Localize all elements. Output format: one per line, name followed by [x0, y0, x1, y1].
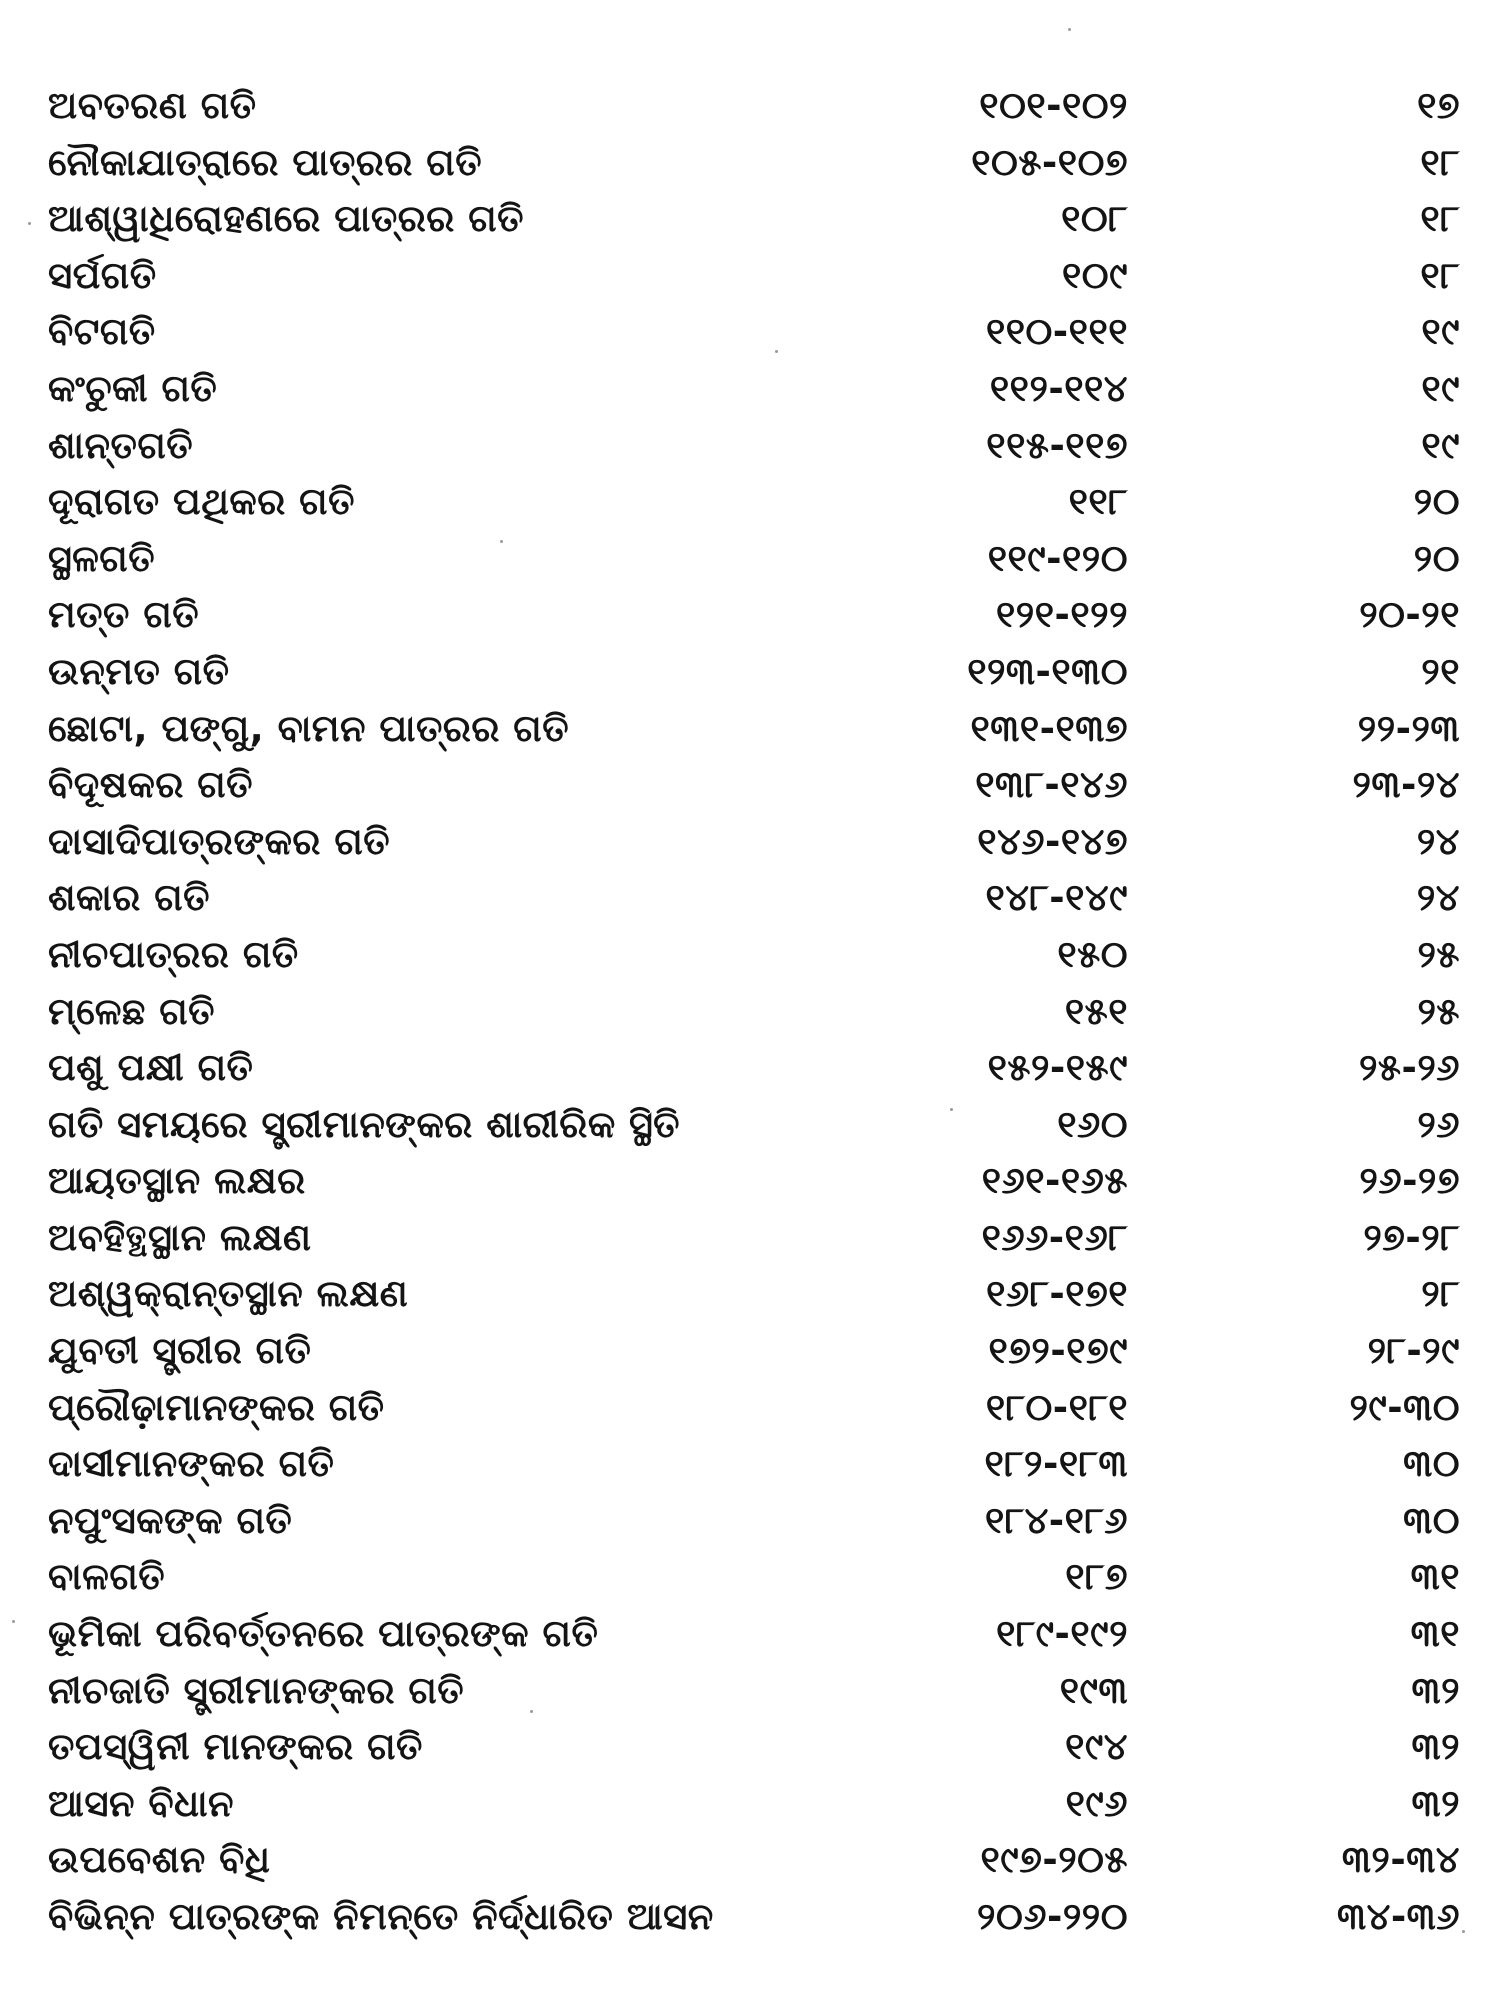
- toc-row: [0, 814, 1500, 871]
- toc-entry-title: ନୌକାଯାତ୍ରାରେ ପାତ୍ରର ଗତି: [48, 140, 483, 184]
- toc-entry-page: ୨୫-୨୬: [1358, 1046, 1460, 1090]
- toc-entry-verses: ୧୮୦-୧୮୧: [985, 1385, 1128, 1429]
- toc-entry-title: ଗତି ସମୟରେ ସ୍ତ୍ରୀମାନଙ୍କର ଶାରୀରିକ ସ୍ଥିତି: [48, 1102, 681, 1146]
- toc-entry-page: ୩୨: [1411, 1781, 1460, 1825]
- toc-entry-verses: ୧୭୨-୧୭୯: [988, 1329, 1128, 1373]
- toc-row: [0, 1153, 1500, 1210]
- toc-row: [0, 78, 1500, 135]
- table-of-contents: [0, 78, 1500, 1946]
- toc-entry-page: ୩୦: [1403, 1498, 1460, 1542]
- toc-row: [0, 135, 1500, 192]
- scan-speck: [530, 1710, 533, 1713]
- toc-entry-page: ୨୫: [1417, 989, 1460, 1033]
- toc-entry-title: ନୀଚପାତ୍ରର ଗତି: [48, 932, 299, 976]
- toc-entry-page: ୩୨-୩୪: [1341, 1838, 1460, 1882]
- toc-entry-page: ୨୮-୨୯: [1367, 1329, 1460, 1373]
- toc-entry-title: ଛୋଟା, ପଙ୍ଗୁ, ବାମନ ପାତ୍ରର ଗତି: [48, 706, 570, 750]
- toc-entry-page: ୩୦: [1403, 1442, 1460, 1486]
- toc-row: [0, 418, 1500, 475]
- toc-entry-verses: ୧୧୨-୧୧୪: [989, 366, 1128, 410]
- toc-entry-page: ୧୮: [1420, 197, 1460, 241]
- toc-row: [0, 1323, 1500, 1380]
- toc-entry-verses: ୧୬୦: [1057, 1102, 1128, 1146]
- toc-entry-title: ବାଳଗତି: [48, 1555, 166, 1599]
- toc-entry-verses: ୧୧୮: [1068, 480, 1128, 524]
- toc-entry-verses: ୧୨୩-୧୩୦: [967, 649, 1128, 693]
- toc-entry-title: ଯୁବତୀ ସ୍ତ୍ରୀର ଗତି: [48, 1329, 312, 1373]
- toc-entry-title: ଅବତରଣ ଗତି: [48, 84, 257, 127]
- toc-entry-title: ଉନ୍ମତ ଗତି: [48, 649, 230, 693]
- toc-entry-verses: ୧୦୮: [1061, 197, 1128, 241]
- scan-speck: [775, 350, 778, 353]
- toc-row: [0, 701, 1500, 758]
- toc-entry-page: ୨୪: [1416, 876, 1460, 920]
- toc-row: [0, 757, 1500, 814]
- toc-entry-title: ବିଟଗତି: [48, 310, 156, 354]
- toc-entry-title: ଅଶ୍ୱକ୍ରାନ୍ତସ୍ଥାନ ଲକ୍ଷଣ: [48, 1272, 409, 1316]
- toc-entry-title: କଂଚୁକୀ ଗତି: [48, 366, 218, 410]
- toc-entry-page: ୩୨: [1411, 1668, 1460, 1712]
- toc-entry-verses: ୧୯୬: [1065, 1781, 1128, 1825]
- toc-row: [0, 870, 1500, 927]
- toc-entry-title: ଦାସାଦିପାତ୍ରଙ୍କର ଗତି: [48, 819, 391, 863]
- toc-entry-page: ୩୪-୩୬: [1337, 1895, 1460, 1938]
- toc-row: [0, 191, 1500, 248]
- toc-row: [0, 304, 1500, 361]
- toc-entry-page: ୧୯: [1421, 366, 1460, 410]
- toc-row: [0, 644, 1500, 701]
- toc-row: [0, 1832, 1500, 1889]
- toc-entry-title: ନପୁଂସକଙ୍କ ଗତି: [48, 1498, 293, 1542]
- toc-row: [0, 361, 1500, 418]
- scan-speck: [1068, 28, 1071, 31]
- toc-row: [0, 587, 1500, 644]
- toc-entry-page: ୧୮: [1420, 140, 1460, 184]
- toc-entry-verses: ୧୫୨-୧୫୯: [987, 1046, 1128, 1090]
- toc-entry-verses: ୧୮୪-୧୮୬: [985, 1498, 1128, 1542]
- toc-row: [0, 1663, 1500, 1720]
- toc-entry-title: ପଶୁ ପକ୍ଷୀ ଗତି: [48, 1046, 254, 1090]
- scan-speck: [28, 222, 31, 225]
- scan-speck: [1462, 1930, 1465, 1933]
- toc-entry-page: ୨୮: [1421, 1272, 1460, 1316]
- toc-entry-title: ସର୍ପଗତି: [48, 253, 157, 297]
- toc-entry-verses: ୧୦୯: [1062, 253, 1128, 297]
- toc-row: [0, 984, 1500, 1041]
- scan-speck: [500, 540, 503, 543]
- toc-entry-page: ୧୯: [1421, 423, 1460, 467]
- toc-row: [0, 474, 1500, 531]
- toc-entry-title: ମତ୍ତ ଗତି: [48, 593, 200, 637]
- toc-entry-page: ୧୮: [1420, 253, 1460, 297]
- toc-entry-verses: ୧୯୭-୨୦୫: [980, 1838, 1128, 1882]
- toc-entry-title: ଶାନ୍ତଗତି: [48, 423, 194, 467]
- toc-entry-page: ୨୦: [1413, 536, 1460, 580]
- toc-row: [0, 927, 1500, 984]
- toc-entry-verses: ୧୪୬-୧୪୭: [977, 819, 1128, 863]
- toc-entry-verses: ୧୩୮-୧୪୬: [975, 763, 1128, 807]
- toc-row: [0, 1266, 1500, 1323]
- toc-entry-title: ଉପବେଶନ ବିଧି: [48, 1838, 271, 1882]
- toc-entry-page: ୨୧: [1421, 649, 1460, 693]
- toc-entry-page: ୨୦: [1413, 480, 1460, 524]
- toc-entry-page: ୧୭: [1417, 84, 1460, 127]
- scan-speck: [12, 1620, 15, 1623]
- toc-row: [0, 1889, 1500, 1946]
- toc-entry-page: ୨୪: [1416, 819, 1460, 863]
- toc-entry-title: ଶକାର ଗତି: [48, 876, 211, 920]
- toc-entry-verses: ୧୫୦: [1057, 932, 1128, 976]
- toc-entry-page: ୨୦-୨୧: [1359, 593, 1460, 637]
- toc-entry-verses: ୧୫୧: [1064, 989, 1128, 1033]
- toc-row: [0, 1380, 1500, 1437]
- toc-entry-page: ୨୩-୨୪: [1352, 763, 1460, 807]
- toc-row: [0, 1210, 1500, 1267]
- toc-entry-title: ଆସନ ବିଧାନ: [48, 1781, 235, 1825]
- toc-entry-verses: ୨୦୬-୨୨୦: [977, 1895, 1128, 1938]
- toc-entry-title: ଦୂରାଗତ ପଥିକର ଗତି: [48, 480, 355, 524]
- toc-entry-page: ୨୯-୩୦: [1349, 1385, 1460, 1429]
- toc-entry-verses: ୧୬୬-୧୬୮: [981, 1215, 1128, 1259]
- scan-speck: [950, 1108, 953, 1111]
- toc-entry-page: ୨୨-୨୩: [1357, 706, 1460, 750]
- toc-entry-verses: ୧୬୧-୧୬୫: [981, 1159, 1128, 1203]
- toc-row: [0, 1719, 1500, 1776]
- toc-entry-page: ୩୨: [1411, 1725, 1460, 1769]
- toc-entry-title: ଆଶ୍ୱାଧିରୋହଣରେ ପାତ୍ରର ଗତି: [48, 197, 524, 241]
- toc-row: [0, 1040, 1500, 1097]
- toc-entry-title: ଅବହିତ୍ଥସ୍ଥାନ ଲକ୍ଷଣ: [48, 1215, 312, 1259]
- toc-entry-verses: ୧୮୭: [1065, 1555, 1128, 1599]
- toc-entry-verses: ୧୯୪: [1065, 1725, 1128, 1769]
- toc-row: [0, 1436, 1500, 1493]
- toc-entry-page: ୩୧: [1410, 1612, 1460, 1656]
- toc-row: [0, 1776, 1500, 1833]
- toc-entry-page: ୧୯: [1421, 310, 1460, 354]
- toc-entry-title: ଭୂମିକା ପରିବର୍ତ୍ତନରେ ପାତ୍ରଙ୍କ ଗତି: [48, 1612, 599, 1656]
- toc-entry-title: ବିଦୂଷକର ଗତି: [48, 763, 254, 807]
- toc-entry-title: ବିଭିନ୍ନ ପାତ୍ରଙ୍କ ନିମନ୍ତେ ନିର୍ଦ୍ଧାରିତ ଆସନ: [48, 1895, 714, 1938]
- toc-entry-verses: ୧୦୫-୧୦୭: [971, 140, 1128, 184]
- toc-entry-title: ନୀଚଜାତି ସ୍ତ୍ରୀମାନଙ୍କର ଗତି: [48, 1668, 465, 1712]
- toc-entry-verses: ୧୬୮-୧୭୧: [986, 1272, 1128, 1316]
- toc-entry-verses: ୧୧୫-୧୧୭: [986, 423, 1128, 467]
- toc-entry-page: ୨୫: [1417, 932, 1460, 976]
- toc-entry-verses: ୧୯୩: [1059, 1668, 1128, 1712]
- toc-row: [0, 531, 1500, 588]
- toc-entry-title: ତପସ୍ୱିନୀ ମାନଙ୍କର ଗତି: [48, 1725, 423, 1769]
- toc-row: [0, 1606, 1500, 1663]
- toc-entry-verses: ୧୦୧-୧୦୨: [979, 84, 1128, 127]
- toc-entry-verses: ୧୩୧-୧୩୭: [970, 706, 1128, 750]
- toc-entry-verses: ୧୪୮-୧୪୯: [985, 876, 1128, 920]
- toc-entry-page: ୨୭-୨୮: [1363, 1215, 1460, 1259]
- toc-row: [0, 1493, 1500, 1550]
- toc-entry-verses: ୧୮୨-୧୮୩: [984, 1442, 1128, 1486]
- toc-entry-verses: ୧୨୧-୧୨୨: [996, 593, 1128, 637]
- toc-entry-title: ଦାସୀମାନଙ୍କର ଗତି: [48, 1442, 335, 1486]
- toc-row: [0, 248, 1500, 305]
- toc-entry-page: ୩୧: [1410, 1555, 1460, 1599]
- toc-entry-title: ସ୍ଥଳଗତି: [48, 536, 156, 580]
- toc-row: [0, 1097, 1500, 1154]
- toc-entry-verses: ୧୧୯-୧୨୦: [987, 536, 1128, 580]
- toc-entry-title: ଆୟତସ୍ଥାନ ଲକ୍ଷର: [48, 1159, 306, 1203]
- toc-entry-verses: ୧୮୯-୧୯୨: [996, 1612, 1128, 1656]
- toc-entry-verses: ୧୧୦-୧୧୧: [985, 310, 1128, 354]
- toc-entry-title: ପ୍ରୌଢ଼ାମାନଙ୍କର ଗତି: [48, 1385, 385, 1429]
- toc-entry-page: ୨୬-୨୭: [1359, 1159, 1460, 1203]
- toc-entry-page: ୨୬: [1417, 1102, 1460, 1146]
- toc-row: [0, 1549, 1500, 1606]
- toc-entry-title: ମ୍ଳେଛ ଗତି: [48, 989, 216, 1033]
